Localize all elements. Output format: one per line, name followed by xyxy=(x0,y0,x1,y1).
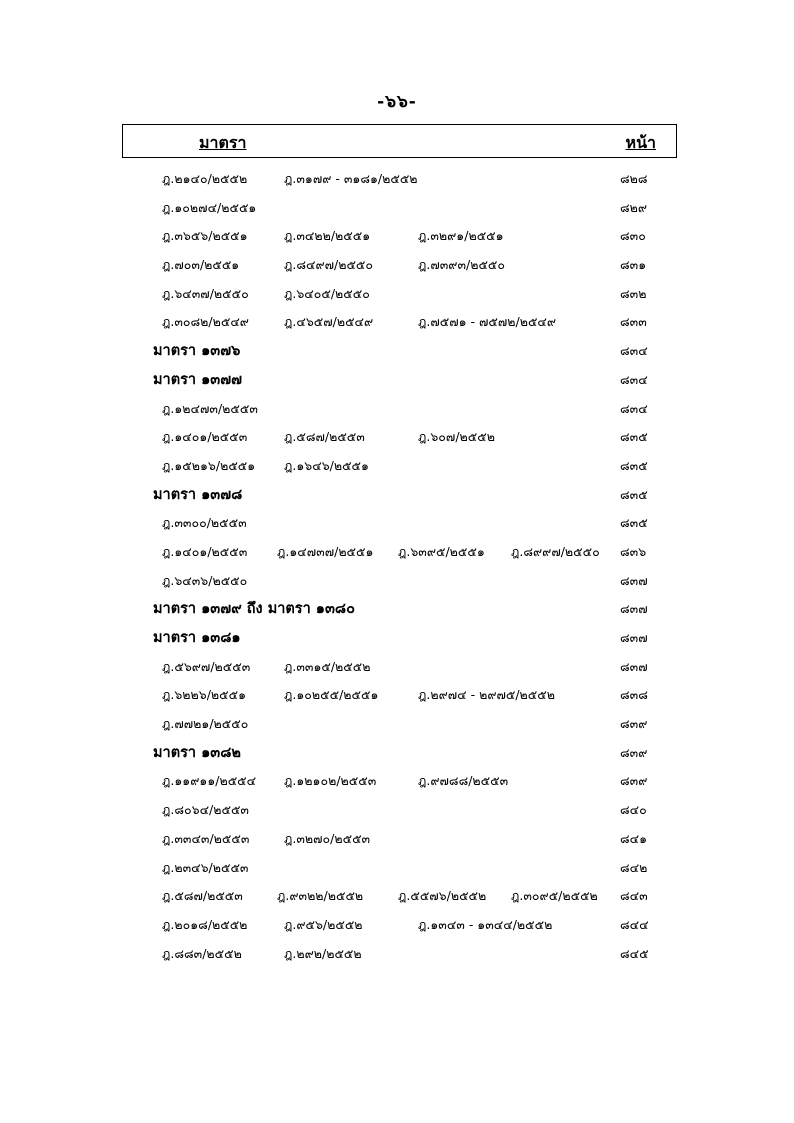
header-section-label: มาตรา xyxy=(199,133,247,152)
ruling-ref: ฎ.๑๑๙๑๑/๒๕๕๔ xyxy=(162,773,257,789)
ruling-ref: ฎ.๒๑๔๐/๒๕๕๒ xyxy=(162,171,248,186)
section-heading-row xyxy=(0,479,794,508)
page-ref: ๘๓๙ xyxy=(620,716,648,732)
ruling-ref: ฎ.๑๕๒๑๖/๒๕๕๑ xyxy=(162,457,256,473)
page-ref: ๘๒๘ xyxy=(620,171,648,186)
ruling-row xyxy=(0,909,794,938)
ruling-ref: ฎ.๑๒๑๐๒/๒๕๕๓ xyxy=(284,773,377,789)
page-ref: ๘๓๗ xyxy=(620,630,648,645)
ruling-row xyxy=(0,823,794,852)
ruling-ref: ฎ.๘๔๙๗/๒๕๕๐ xyxy=(284,257,374,273)
page-ref: ๘๓๙ xyxy=(620,744,648,760)
ruling-row xyxy=(0,794,794,823)
ruling-row xyxy=(0,450,794,479)
ruling-row xyxy=(0,852,794,881)
ruling-ref: ฎ.๘๙๙๗/๒๕๕๐ xyxy=(511,543,600,559)
page-ref: ๘๔๓ xyxy=(620,888,648,904)
ruling-row xyxy=(0,192,794,221)
ruling-ref: ฎ.๓๒๙๑/๒๕๕๑ xyxy=(418,228,504,244)
ruling-ref: ฎ.๓๓๔๓/๒๕๕๓ xyxy=(162,830,250,846)
page-ref: ๘๓๔ xyxy=(620,400,648,416)
ruling-row xyxy=(0,536,794,565)
ruling-ref: ฎ.๒๓๔๖/๒๕๕๓ xyxy=(162,859,249,875)
ruling-ref: ฎ.๑๔๗๓๗/๒๕๕๑ xyxy=(277,543,374,559)
ruling-ref: ฎ.๓๑๗๙ - ๓๑๘๑/๒๕๕๒ xyxy=(284,171,418,186)
ruling-ref: ฎ.๑๐๒๕๕/๒๕๕๑ xyxy=(284,687,379,703)
section-heading-row xyxy=(0,335,794,364)
page-ref: ๘๓๑ xyxy=(620,257,647,273)
ruling-ref: ฎ.๓๐๙๕/๒๕๕๒ xyxy=(511,888,598,904)
ruling-ref: ฎ.๕๘๗/๒๕๕๓ xyxy=(162,888,243,904)
ruling-ref: ฎ.๑๖๔๖/๒๕๕๑ xyxy=(284,457,369,473)
ruling-row xyxy=(0,938,794,967)
ruling-ref: ฎ.๗๗๒๑/๒๕๕๐ xyxy=(162,716,249,732)
page-ref: ๘๓๗ xyxy=(620,658,648,674)
page-ref: ๘๔๔ xyxy=(620,916,649,932)
section-heading: มาตรา ๑๓๘๒ xyxy=(153,744,241,761)
ruling-ref: ฎ.๓๖๕๖/๒๕๕๑ xyxy=(162,228,248,244)
ruling-ref: ฎ.๑๔๐๑/๒๕๕๓ xyxy=(162,543,248,559)
section-heading: มาตรา ๑๓๗๗ xyxy=(153,371,243,388)
section-heading-row xyxy=(0,593,794,622)
ruling-ref: ฎ.๙๗๘๘/๒๕๕๓ xyxy=(418,773,509,789)
ruling-ref: ฎ.๔๖๕๗/๒๕๔๙ xyxy=(284,314,374,330)
ruling-ref: ฎ.๑๓๔๓ - ๑๓๔๔/๒๕๕๒ xyxy=(418,916,553,932)
ruling-ref: ฎ.๓๔๒๒/๒๕๕๑ xyxy=(284,228,371,244)
ruling-ref: ฎ.๖๒๒๖/๒๕๕๑ xyxy=(162,687,247,703)
page-ref: ๘๓๘ xyxy=(620,687,648,703)
page-ref: ๘๓๗ xyxy=(620,572,648,588)
ruling-row xyxy=(0,306,794,335)
index-list xyxy=(0,163,794,966)
ruling-ref: ฎ.๒๙๗๔ - ๒๙๗๕/๒๕๕๒ xyxy=(418,687,555,703)
ruling-row xyxy=(0,220,794,249)
ruling-ref: ฎ.๒๐๑๘/๒๕๕๒ xyxy=(162,916,248,932)
section-heading-row xyxy=(0,364,794,393)
ruling-ref: ฎ.๓๐๘๒/๒๕๔๙ xyxy=(162,314,249,330)
ruling-ref: ฎ.๕๘๗/๒๕๕๓ xyxy=(284,429,365,445)
ruling-ref: ฎ.๗๐๓/๒๕๕๑ xyxy=(162,257,240,273)
ruling-ref: ฎ.๑๒๔๗๓/๒๕๕๓ xyxy=(162,400,258,416)
ruling-ref: ฎ.๑๐๒๗๔/๒๕๕๑ xyxy=(162,199,257,215)
ruling-row xyxy=(0,651,794,680)
ruling-row xyxy=(0,679,794,708)
ruling-ref: ฎ.๙๕๖/๒๕๕๒ xyxy=(284,916,363,932)
section-heading: มาตรา ๑๓๗๙ ถึง มาตรา ๑๓๘๐ xyxy=(153,601,355,618)
page-ref: ๘๔๐ xyxy=(620,802,647,818)
ruling-ref: ฎ.๘๐๖๔/๒๕๕๓ xyxy=(162,802,249,818)
ruling-ref: ฎ.๓๒๗๐/๒๕๕๓ xyxy=(284,830,371,846)
ruling-row xyxy=(0,163,794,192)
page-ref: ๘๓๔ xyxy=(620,343,648,359)
ruling-ref: ฎ.๖๔๓๗/๒๕๕๐ xyxy=(162,285,249,301)
ruling-ref: ฎ.๖๔๓๖/๒๕๕๐ xyxy=(162,572,248,588)
page-ref: ๘๓๕ xyxy=(620,515,648,531)
ruling-row xyxy=(0,565,794,594)
table-header xyxy=(122,124,677,158)
page-ref: ๘๓๗ xyxy=(620,601,648,617)
section-heading: มาตรา ๑๓๗๘ xyxy=(153,486,243,503)
page-ref: ๘๓๓ xyxy=(620,314,647,330)
ruling-ref: ฎ.๓๓๑๕/๒๕๕๒ xyxy=(284,658,371,674)
page-ref: ๘๔๑ xyxy=(620,830,648,846)
page-ref: ๘๒๙ xyxy=(620,199,648,215)
ruling-ref: ฎ.๒๙๒/๒๕๕๒ xyxy=(284,945,362,961)
section-heading: มาตรา ๑๓๘๑ xyxy=(153,630,241,646)
ruling-ref: ฎ.๗๓๙๓/๒๕๕๐ xyxy=(418,257,506,273)
ruling-ref: ฎ.๗๕๗๑ - ๗๕๗๒/๒๕๔๙ xyxy=(418,314,557,330)
page-ref: ๘๓๕ xyxy=(620,486,648,502)
ruling-ref: ฎ.๕๕๗๖/๒๕๕๒ xyxy=(398,888,487,904)
ruling-ref: ฎ.๘๘๓/๒๕๕๒ xyxy=(162,945,242,961)
page-ref: ๘๓๔ xyxy=(620,371,648,387)
ruling-ref: ฎ.๑๔๐๑/๒๕๕๓ xyxy=(162,429,248,445)
page-ref: ๘๓๕ xyxy=(620,429,648,445)
page-number: -๖๖- xyxy=(377,92,417,112)
page-ref: ๘๓๒ xyxy=(620,285,647,301)
page-ref: ๘๓๐ xyxy=(620,228,646,244)
header-page-label: หน้า xyxy=(625,133,656,152)
ruling-ref: ฎ.๖๐๗/๒๕๕๒ xyxy=(418,429,495,445)
ruling-row xyxy=(0,421,794,450)
ruling-ref: ฎ.๖๓๙๕/๒๕๕๑ xyxy=(398,543,485,559)
section-heading: มาตรา ๑๓๗๖ xyxy=(153,343,241,360)
section-heading-row xyxy=(0,737,794,766)
page-ref: ๘๓๙ xyxy=(620,773,648,789)
section-heading-row xyxy=(0,622,794,651)
ruling-row xyxy=(0,507,794,536)
ruling-row xyxy=(0,249,794,278)
page-ref: ๘๓๕ xyxy=(620,457,648,473)
ruling-row xyxy=(0,708,794,737)
ruling-ref: ฎ.๖๔๐๕/๒๕๕๐ xyxy=(284,285,370,301)
ruling-row xyxy=(0,765,794,794)
ruling-row xyxy=(0,278,794,307)
ruling-ref: ฎ.๕๖๙๗/๒๕๕๓ xyxy=(162,658,251,674)
page-ref: ๘๓๖ xyxy=(620,543,647,559)
page-ref: ๘๔๒ xyxy=(620,859,648,875)
page-ref: ๘๔๕ xyxy=(620,945,649,961)
ruling-ref: ฎ.๙๓๒๒/๒๕๕๒ xyxy=(277,888,364,904)
ruling-row xyxy=(0,393,794,422)
ruling-ref: ฎ.๓๓๐๐/๒๕๕๓ xyxy=(162,515,247,531)
ruling-row xyxy=(0,880,794,909)
